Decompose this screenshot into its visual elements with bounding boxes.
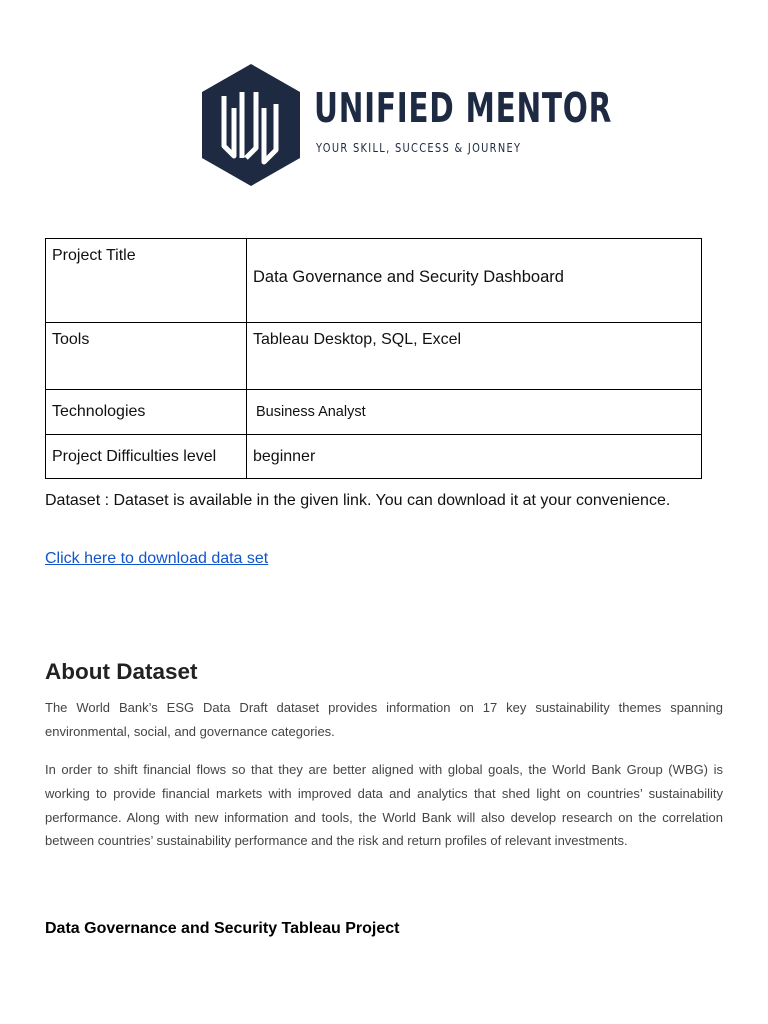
- difficulty-value: beginner: [247, 435, 702, 479]
- about-paragraph-2: In order to shift financial flows so that they are better aligned with global goals, the World Bank Group (WBG) is working to provide financial markets with improved data and analytics that shed light on countries’ sustainability performance. Along with new information and tools, the World Bank will also develop research on the correlation between countries’ sustainability performance and the risk and return profiles of relevant investments.: [45, 762, 723, 849]
- dataset-description: Dataset : Dataset is available in the given link. You can download it at your convenience.: [45, 492, 671, 509]
- about-paragraph-1: The World Bank’s ESG Data Draft dataset provides information on 17 key sustainability themes spanning environmental, social, and governance categories.: [45, 700, 723, 739]
- brand-logo: [198, 62, 613, 188]
- table-row: [46, 239, 702, 323]
- tools-label: Tools: [46, 323, 247, 390]
- hexagon-logo-icon: [198, 62, 304, 188]
- technologies-value: Business Analyst: [247, 390, 702, 435]
- table-row: [46, 390, 702, 435]
- difficulty-label: Project Difficulties level: [46, 435, 247, 479]
- project-subheading: Data Governance and Security Tableau Project: [45, 920, 400, 937]
- project-title-value: Data Governance and Security Dashboard: [247, 239, 702, 323]
- tools-value: Tableau Desktop, SQL, Excel: [247, 323, 702, 390]
- table-row: [46, 435, 702, 479]
- project-info-table: [45, 238, 702, 479]
- about-dataset-heading: About Dataset: [45, 659, 198, 684]
- project-title-label: Project Title: [46, 239, 247, 323]
- technologies-label: Technologies: [46, 390, 247, 435]
- brand-tagline: YOUR SKILL, SUCCESS & JOURNEY: [316, 141, 522, 155]
- brand-name: UNIFIED MENTOR: [314, 84, 613, 132]
- download-dataset-link[interactable]: Click here to download data set: [45, 550, 269, 567]
- table-row: [46, 323, 702, 390]
